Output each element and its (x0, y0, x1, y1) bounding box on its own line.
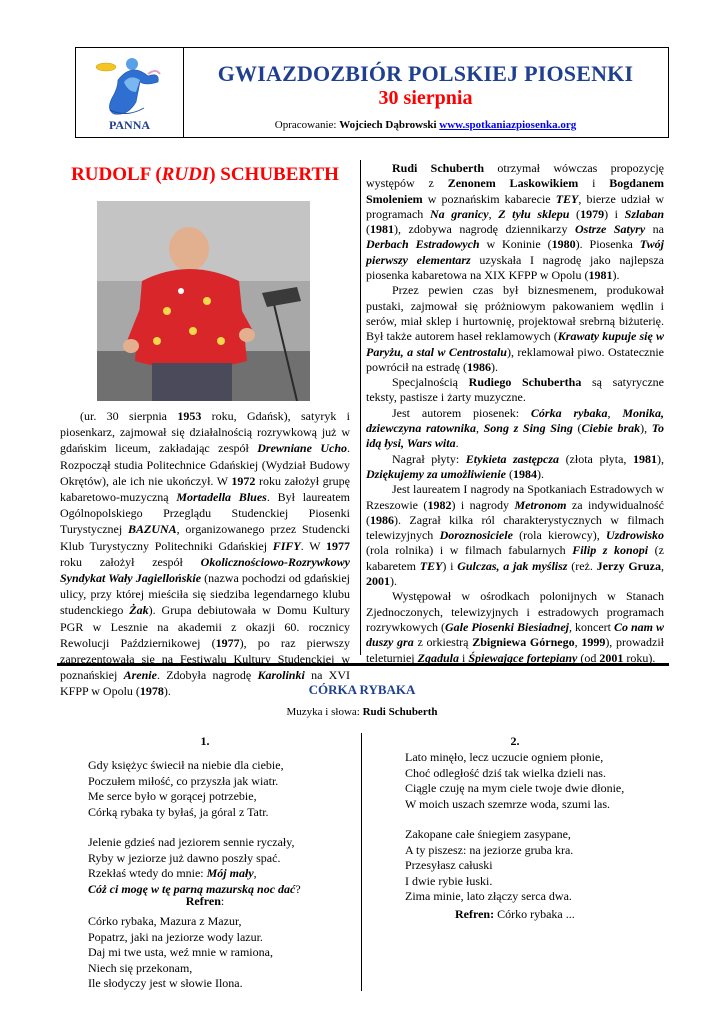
lyric-line: Rzekłaś wtedy do mnie: Mój mały, (88, 866, 257, 880)
lyric-line: Ryby w jeziorze już dawno poszły spać. (88, 850, 281, 865)
lyric-line: Jelenie gdzieś nad jeziorem sennie ryczały, (88, 835, 295, 849)
column-divider (360, 160, 361, 655)
artist-biography: (ur. 30 sierpnia 1953 roku, Gdańsk), satyryk i piosenkarz, zajmował się działalnością rozrywkową już w gdańskim liceum, zakładając zespół Drewniane Ucho. Rozpoczął studia Politechnice Gdańskiej (Wydział Budowy Okrętów), ale ich nie ukończył. W 1972 roku założył grupę kabaretowo-muzyczną Mortadella Blues. Był laureatem Ogólnopolskiego Przeglądu Studenckiej Piosenki Turystycznej BAZUNA, organizowanego przez Studencki Klub Turystyczny Politechniki Gdańskiej FIFY. W 1977 roku założył zespół Okolicznościowo-Rozrywkowy Syndykat Wały Jagiellońskie (nazwa pochodzi od gdańskiej ulicy, przy której mieściła się siedziba legendarnego klubu studenckiego Żak). Grupa debiutowała w Domu Kultury PGR w Lesznie na akademii z okazji 60. rocznicy Rewolucji Październikowej (1977), po raz pierwszy zaprezentowała się na Festiwalu Kultury Studenckiej w poznańskiej Arenie. Zdobyła nagrodę Karolinki na XVI KFPP w Opolu (1978). (60, 409, 351, 699)
artist-name-heading: RUDOLF (RUDI) SCHUBERTH (71, 164, 339, 185)
song-title: CÓRKA RYBAKA (308, 682, 416, 697)
zodiac-sign-label: PANNA (108, 118, 151, 132)
header-box (75, 47, 669, 138)
lyric-line: Daj mi twe usta, weź mnie w ramiona, (88, 945, 273, 959)
lyric-line: Me serce było w gorącej potrzebie, (88, 789, 257, 803)
paragraph-business: Przez pewien czas był biznesmenem, produkował pustaki, zajmował się próżniowym pakowaniem wędlin i serów, miał sklep i hurtownię, projektował srebrną biżuterię. Był także autorem haseł reklamowych (Krawaty kupuje się w Paryżu, a stal w Centrostalu), reklamował piwo. Ostatecznie powrócił na estradę (1986). (366, 283, 665, 374)
lyric-line: Gdy księżyc świecił na niebie dla ciebie, (88, 758, 284, 772)
lyric-line: Zima minie, lato złączy serca dwa. (405, 889, 572, 903)
lyric-line: Córką rybaka ty byłaś, ja góral z Tatr. (88, 804, 269, 819)
refrain-reference: Refren: Córko rybaka ... (455, 907, 575, 921)
lyric-line: Cóż ci mogę w tę parną mazurską noc dać? (88, 881, 301, 896)
lyric-line: Popatrz, jaki na jeziorze wody lazur. (88, 929, 263, 944)
virgo-figure-icon (88, 52, 168, 118)
verse-1 (88, 758, 353, 897)
credit-prefix: Opracowanie: (274, 119, 337, 131)
zodiac-logo-cell (76, 48, 184, 137)
song-credit: Muzyka i słowa: Rudi Schuberth (286, 706, 438, 718)
verse-2-number: 2. (510, 734, 520, 748)
paragraph-tv: Występował w ośrodkach polonijnych w Stanach Zjednoczonych, telewizyjnych i estradowych programach rozrywkowych (Gale Piosenki Biesiadnej, koncert Co nam w duszy gra z orkiestrą Zbigniewa Górnego, 1999), prowadził teleturniej Zgadula i Śpiewające fortepiany (od 2001 roku). (366, 589, 665, 665)
paragraph-albums: Nagrał płyty: Etykieta zastępcza (złota płyta, 1981), Dziękujemy za umożliwienie (1984). (366, 451, 664, 481)
verse-divider (361, 733, 362, 991)
credit-author: Wojciech Dąbrowski (339, 119, 437, 131)
verse-2 (405, 750, 670, 905)
lyric-line: Lato minęło, lecz uczucie ogniem płonie, (405, 750, 604, 764)
lyric-line: Niech się przekonam, (88, 960, 193, 975)
lyric-line: Przesyłasz całuski (405, 858, 493, 872)
paragraph-songs: Jest autorem piosenek: Córka rybaka, Monika, dziewczyna ratownika, Song z Sing Sing (Ciebie brak), To idą łysi, Wars wita. (366, 405, 665, 451)
paragraph-awards-films: Jest laureatem I nagrody na Spotkaniach Estradowych w Rzeszowie (1982) i nagrody Metronom za indywidualność (1986). Zagrał kilka ról charakterystycznych w filmach telewizyjnych Doroznosiciele (rola kierowcy), Uzdrowisko (rola rolnika) i w filmach fabularnych Filip z konopi (z kabaretem TEY) i Gulczas, a jak myślisz (reż. Jerzy Gruza, 2001). (366, 482, 665, 589)
lyric-line: Ciągle czuję na mym ciele twoje dwie dłonie, (405, 781, 625, 795)
paragraph-career-start: Rudi Schuberth otrzymał wówczas propozycję występów z Zenonem Laskowikiem i Bogdanem Smoleniem w poznańskim kabarecie TEY, bierze udział w programach Na granicy, Z tyłu sklepu (1979) i Szlaban (1981), zdobywa nagrodę dziennikarzy Ostrze Satyry na Derbach Estradowych w Koninie (1980). Piosenka Twój pierwszy elementarz uzyskała I nagrodę jako najlepsza piosenka kabaretowa na XIX KFPP w Opolu (1981). (366, 161, 665, 283)
lyric-line: W moich uszach szemrze woda, szumi las. (405, 796, 611, 811)
refrain-title: Refren: (185, 894, 225, 908)
credit-line (183, 119, 668, 131)
page-title: GWIAZDOZBIÓR POLSKIEJ PIOSENKI (217, 61, 634, 86)
artist-photo (97, 201, 310, 401)
lyric-line: Poczułem miłość, co przyszła jak wiatr. (88, 773, 279, 788)
singer-on-stage-image (97, 201, 310, 401)
refrain (88, 914, 353, 992)
lyric-line: Ile słodyczy jest w słowie Ilona. (88, 976, 243, 990)
lyric-line: Córko rybaka, Mazura z Mazur, (88, 914, 242, 928)
website-link[interactable]: www.spotkaniazpiosenka.org (439, 119, 577, 131)
artist-career-text (366, 161, 664, 666)
lyric-line: Zakopane całe śniegiem zasypane, (405, 827, 571, 841)
lyric-line: A ty piszesz: na jeziorze gruba kra. (405, 842, 574, 857)
page-date: 30 sierpnia (378, 87, 473, 109)
verse-1-number: 1. (200, 734, 210, 748)
paragraph-specialty: Specjalnością Rudiego Schubertha są satyryczne teksty, pastisze i żarty muzyczne. (366, 375, 664, 405)
lyric-line: Choć odległość dziś tak wielka dzieli nas. (405, 765, 606, 780)
lyric-line: I dwie rybie łuski. (405, 873, 493, 888)
section-rule (57, 663, 669, 666)
